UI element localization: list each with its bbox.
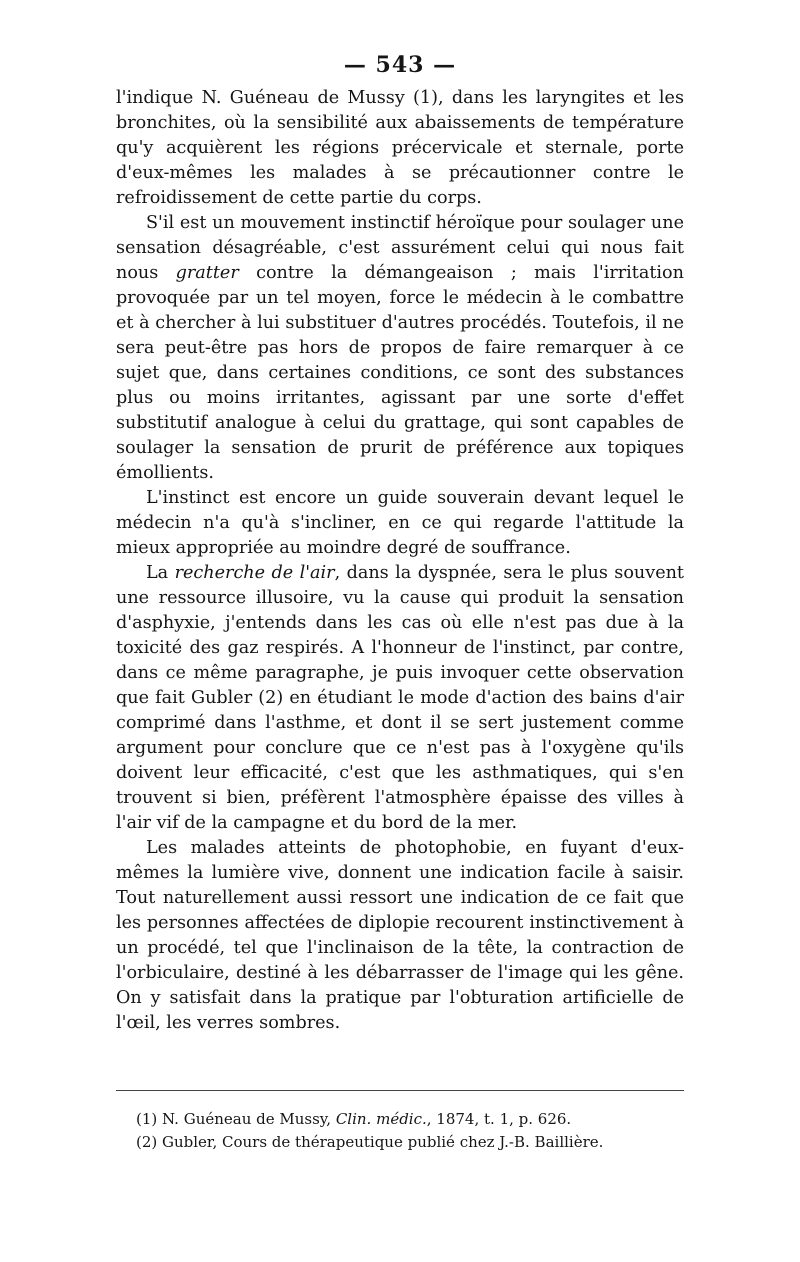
text-run: , dans la dyspnée, sera le plus souvent une ressource illusoire, vu la cause qui produit la sensation d'asphyxie, j'entends dans les cas où elle n'est pas due à la toxicité des gaz respirés. A l'honneur de l'instinct, par contre, dans ce même paragraphe, je puis invoquer cette observation que fait Gubler (2) en étudiant le mode d'action des bains d'air comprimé dans l'asthme, et dont il se sert justement comme argument pour conclure que ce n'est pas à l'oxygène qu'ils doivent leur efficacité, c'est que les asthmatiques, qui s'en trouvent si bien, préfèrent l'atmosphère épaisse des villes à l'air vif de la campagne et du bord de la mer.: [116, 563, 685, 833]
paragraph: [116, 486, 684, 561]
text-run: , 1874, t. 1, p. 626.: [426, 1110, 572, 1128]
footnote-divider: [116, 1090, 684, 1091]
paragraph: [116, 561, 684, 836]
italic-text: recherche de l'air: [174, 563, 335, 583]
footnotes: [136, 1108, 684, 1154]
text-run: S'il est un mouvement instinctif héroïque pour soulager une sensation désagréable, c'est assurément celui qui nous fait nous: [116, 213, 684, 283]
text-run: (1) N. Guéneau de Mussy,: [136, 1110, 336, 1128]
text-run: contre la démangeaison ; mais l'irritation provoquée par un tel moyen, force le médecin à le combattre et à chercher à lui substituer d'autres procédés. Toutefois, il ne sera peut-être pas hors de propos de faire remarquer à ce sujet que, dans certaines conditions, ce sont des substances plus ou moins irritantes, agissant par une sorte d'effet substitutif analogue à celui du grattage, qui sont capables de soulager la sensation de prurit de préférence aux topiques émollients.: [116, 263, 684, 483]
text-run: (2) Gubler, Cours de thérapeutique publié chez J.-B. Baillière.: [136, 1133, 604, 1151]
body-text: [116, 86, 684, 1036]
page-number: — 543 —: [343, 52, 457, 78]
italic-text: gratter: [175, 263, 239, 283]
paragraph: [116, 86, 684, 211]
text-run: La: [146, 563, 175, 583]
paragraph: [116, 836, 684, 1036]
text-run: l'indique N. Guéneau de Mussy (1), dans les laryngites et les bronchites, où la sensibilité aux abaissements de température qu'y acquièrent les régions précervicale et sternale, porte d'eux-mêmes les malades à se précautionner contre le refroidissement de cette partie du corps.: [116, 88, 684, 208]
text-run: L'instinct est encore un guide souverain devant lequel le médecin n'a qu'à s'incliner, en ce qui regarde l'attitude la mieux appropriée au moindre degré de souffrance.: [116, 488, 684, 558]
italic-text: Clin. médic.: [335, 1110, 427, 1128]
paragraph: [116, 211, 684, 486]
text-run: Les malades atteints de photophobie, en fuyant d'eux-mêmes la lumière vive, donnent une indication facile à saisir. Tout naturellement aussi ressort une indication de ce fait que les personnes affectées de diplopie recourent instinctivement à un procédé, tel que l'inclinaison de la tête, la contraction de l'orbiculaire, destiné à les débarrasser de l'image qui les gêne. On y satisfait dans la pratique par l'obturation artificielle de l'œil, les verres sombres.: [116, 838, 684, 1033]
footnote: [136, 1131, 684, 1154]
footnote: [136, 1108, 684, 1131]
